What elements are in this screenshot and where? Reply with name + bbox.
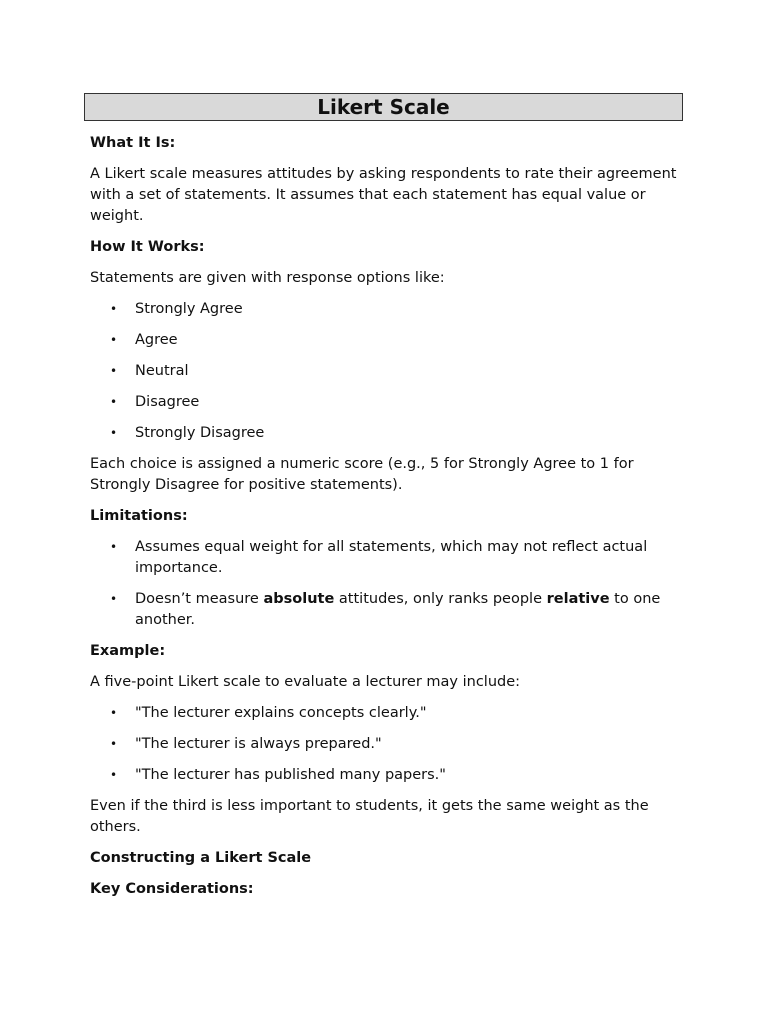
bold-term-absolute: absolute	[263, 591, 335, 607]
section-heading-example: Example:	[90, 643, 166, 659]
list-item-text: Strongly Agree	[135, 301, 243, 317]
section-heading-how-it-works: How It Works:	[90, 239, 205, 255]
how-it-works-scoring: Each choice is assigned a numeric score (e.g., 5 for Strongly Agree to 1 for Strongly Disagree for positive statements).	[90, 456, 634, 493]
document-body	[90, 133, 680, 910]
section-heading-constructing: Constructing a Likert Scale	[90, 850, 312, 866]
how-it-works-intro: Statements are given with response options like:	[90, 270, 445, 286]
bullet-icon: •	[110, 540, 118, 554]
list-item	[90, 765, 680, 786]
bullet-icon: •	[110, 737, 118, 751]
list-item	[90, 299, 680, 320]
example-intro: A five-point Likert scale to evaluate a lecturer may include:	[90, 674, 521, 690]
list-item-text	[135, 591, 660, 628]
text-run: to one another.	[135, 591, 661, 628]
example-statements-list	[90, 703, 680, 786]
bullet-icon: •	[110, 706, 118, 720]
list-item	[90, 423, 680, 444]
list-item-text: Agree	[135, 332, 178, 348]
list-item	[90, 703, 680, 724]
list-item	[90, 392, 680, 413]
list-item-text: Strongly Disagree	[135, 425, 265, 441]
text-run: attitudes, only ranks people	[334, 591, 547, 607]
section-heading-limitations: Limitations:	[90, 508, 188, 524]
section-heading-key-considerations: Key Considerations:	[90, 881, 254, 897]
list-item	[90, 537, 680, 579]
limitations-list	[90, 537, 680, 631]
bold-term-relative: relative	[546, 591, 610, 607]
list-item	[90, 330, 680, 351]
list-item-text: "The lecturer explains concepts clearly."	[135, 705, 427, 721]
list-item	[90, 361, 680, 382]
page-title: Likert Scale	[84, 93, 683, 121]
list-item-text: "The lecturer has published many papers."	[135, 767, 446, 783]
bullet-icon: •	[110, 426, 118, 440]
list-item	[90, 589, 680, 631]
text-run: Doesn’t measure	[135, 591, 264, 607]
bullet-icon: •	[110, 592, 118, 606]
list-item-text: "The lecturer is always prepared."	[135, 736, 382, 752]
bullet-icon: •	[110, 302, 118, 316]
list-item	[90, 734, 680, 755]
list-item-text: Disagree	[135, 394, 200, 410]
section-heading-what-it-is: What It Is:	[90, 135, 176, 151]
list-item-text: Assumes equal weight for all statements, which may not reflect actual importance.	[135, 539, 648, 576]
response-options-list	[90, 299, 680, 444]
list-item-text: Neutral	[135, 363, 189, 379]
bullet-icon: •	[110, 364, 118, 378]
example-conclusion: Even if the third is less important to students, it gets the same weight as the others.	[90, 798, 649, 835]
bullet-icon: •	[110, 395, 118, 409]
bullet-icon: •	[110, 768, 118, 782]
bullet-icon: •	[110, 333, 118, 347]
what-it-is-paragraph: A Likert scale measures attitudes by asking respondents to rate their agreement with a set of statements. It assumes that each statement has equal value or weight.	[90, 166, 677, 224]
